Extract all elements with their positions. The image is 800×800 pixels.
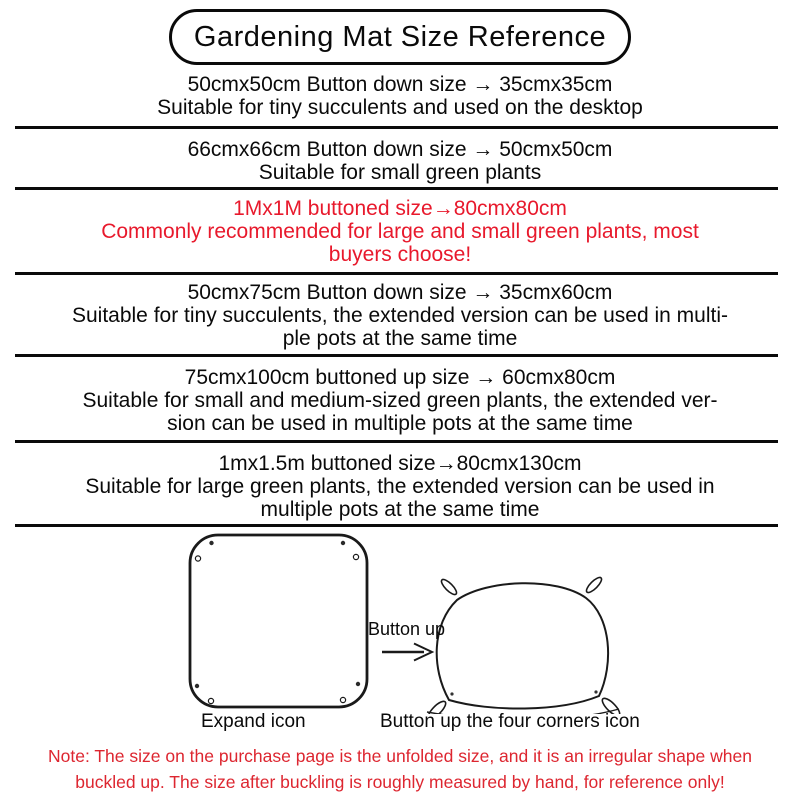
section-divider: [15, 126, 778, 129]
section-divider: [15, 354, 778, 357]
button-up-arrow-label: Button up: [368, 619, 446, 639]
size-section-66x66: [0, 138, 800, 184]
size-description: Suitable for small green plants: [258, 161, 542, 184]
size-spec: 1Mx1M buttoned size→80cmx80cm: [233, 197, 567, 220]
size-section-1mx1m-recommended: [0, 197, 800, 266]
size-spec: 50cmx50cm Button down size → 35cmx35cm: [187, 73, 613, 96]
size-note-line: buckled up. The size after buckling is roughly measured by hand, for reference only!: [75, 772, 725, 792]
page-title-wrap: [0, 9, 800, 65]
section-divider: [15, 187, 778, 190]
size-description: multiple pots at the same time: [260, 498, 540, 521]
size-spec: 75cmx100cm buttoned up size → 60cmx80cm: [184, 366, 616, 389]
section-divider: [15, 524, 778, 527]
size-description: buyers choose!: [328, 243, 472, 266]
section-divider: [15, 272, 778, 275]
page-title-text: Gardening Mat Size Reference: [193, 21, 607, 53]
button-up-arrow-icon: [382, 644, 432, 661]
size-description: ple pots at the same time: [282, 327, 518, 350]
expand-icon-label: Expand icon: [201, 711, 306, 732]
size-description: Suitable for large green plants, the extended version can be used in: [85, 475, 715, 498]
section-divider: [15, 440, 778, 443]
size-note: [0, 743, 800, 795]
page-title: [169, 9, 631, 65]
size-description: Commonly recommended for large and small green plants, most: [101, 220, 699, 243]
size-section-50x75: [0, 281, 800, 350]
size-section-75x100: [0, 366, 800, 435]
size-note-line: Note: The size on the purchase page is the unfolded size, and it is an irregular shape when: [47, 746, 752, 766]
size-section-50x50: [0, 73, 800, 119]
size-section-1mx1.5m: [0, 452, 800, 521]
expand-mat-icon: [190, 535, 367, 707]
size-description: sion can be used in multiple pots at the same time: [167, 412, 633, 435]
size-description: Suitable for tiny succulents and used on the desktop: [157, 96, 643, 119]
size-description: Suitable for tiny succulents, the extended version can be used in multi-: [71, 304, 729, 327]
size-spec: 66cmx66cm Button down size → 50cmx50cm: [187, 138, 613, 161]
buttoned-mat-icon: [426, 575, 622, 714]
size-description: Suitable for small and medium-sized green plants, the extended ver-: [82, 389, 718, 412]
size-spec: 1mx1.5m buttoned size→80cmx130cm: [218, 452, 582, 475]
buttoned-icon-label: Button up the four corners icon: [380, 711, 640, 732]
size-spec: 50cmx75cm Button down size → 35cmx60cm: [187, 281, 613, 304]
